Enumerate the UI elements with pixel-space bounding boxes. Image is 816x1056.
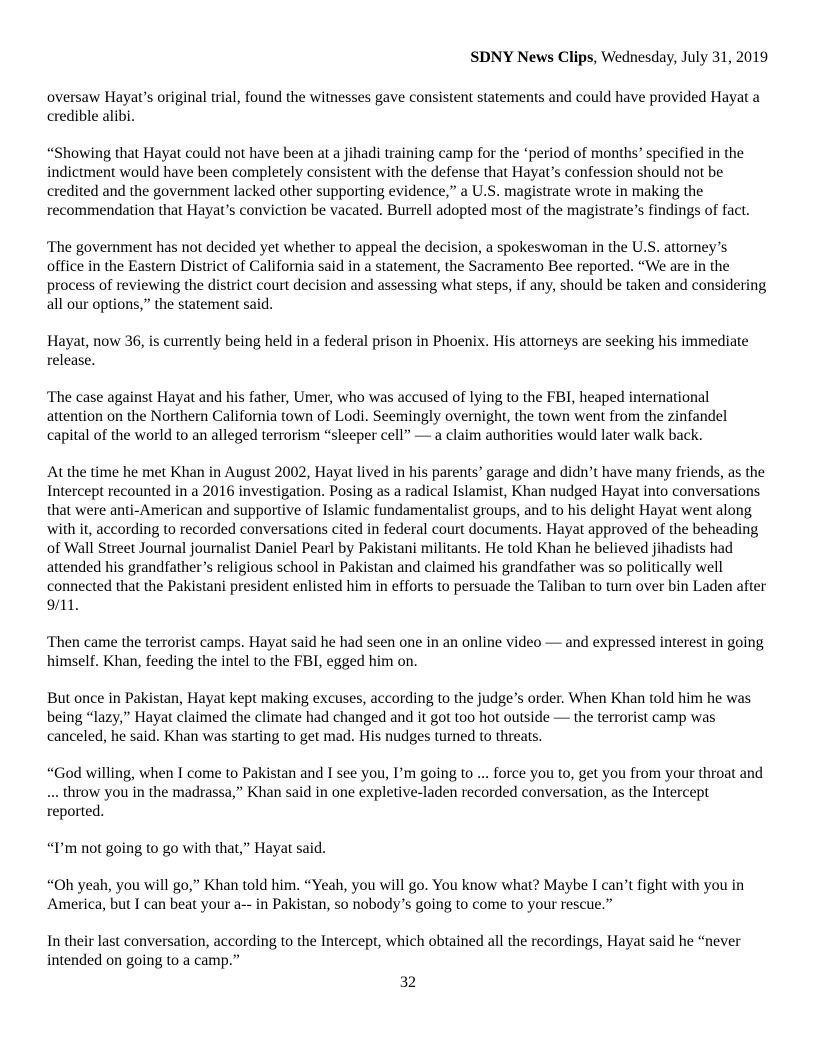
paragraph: “Showing that Hayat could not have been at a jihadi training camp for the ‘period of months’ specified in the indictment would have been completely consistent with the defense that Hayat’s confession should not be credited and the government lacked other supporting evidence,” a U.S. magistrate wrote in making the recommendation that Hayat’s conviction be vacated. Burrell adopted most of the magistrate’s findings of fact. <box>47 145 750 219</box>
paragraph: “God willing, when I come to Pakistan and I see you, I’m going to ... force you to, get you from your throat and ... throw you in the madrassa,” Khan said in one expletive-laden recorded conversation, as the Intercept reported. <box>47 765 763 820</box>
page-number: 32 <box>400 974 416 991</box>
paragraph: Then came the terrorist camps. Hayat said he had seen one in an online video — and expressed interest in going himself. Khan, feeding the intel to the FBI, egged him on. <box>47 634 764 670</box>
publication-title: SDNY News Clips <box>470 49 594 66</box>
paragraph: “I’m not going to go with that,” Hayat said. <box>47 840 327 857</box>
paragraph: But once in Pakistan, Hayat kept making excuses, according to the judge’s order. When Khan told him he was being “lazy,” Hayat claimed the climate had changed and it got too hot outside — the terrorist camp was canceled, he said. Khan was starting to get mad. His nudges turned to threats. <box>47 690 751 745</box>
paragraph: “Oh yeah, you will go,” Khan told him. “Yeah, you will go. You know what? Maybe I can’t fight with you in America, but I can beat your a-- in Pakistan, so nobody’s going to come to your rescue.” <box>47 877 745 913</box>
paragraph: The case against Hayat and his father, Umer, who was accused of lying to the FBI, heaped international attention on the Northern California town of Lodi. Seemingly overnight, the town went from the zinfandel capital of the world to an alleged terrorism “sleeper cell” — a claim authorities would later walk back. <box>47 389 728 444</box>
paragraph: Hayat, now 36, is currently being held in a federal prison in Phoenix. His attorneys are seeking his immediate release. <box>47 333 749 369</box>
paragraph: oversaw Hayat’s original trial, found the witnesses gave consistent statements and could have provided Hayat a credible alibi. <box>47 89 760 125</box>
paragraph: The government has not decided yet whether to appeal the decision, a spokeswoman in the U.S. attorney’s office in the Eastern District of California said in a statement, the Sacramento Bee reported. “We are in the process of reviewing the district court decision and assessing what steps, if any, should be taken and considering all our options,” the statement said. <box>47 239 767 313</box>
document-header <box>47 48 768 67</box>
paragraph: At the time he met Khan in August 2002, Hayat lived in his parents’ garage and didn’t have many friends, as the Intercept recounted in a 2016 investigation. Posing as a radical Islamist, Khan nudged Hayat into conversations that were anti-American and supportive of Islamic fundamentalist groups, and to his delight Hayat went along with it, according to recorded conversations cited in federal court documents. Hayat approved of the beheading of Wall Street Journal journalist Daniel Pearl by Pakistani militants. He told Khan he believed jihadists had attended his grandfather’s religious school in Pakistan and claimed his grandfather was so politically well connected that the Pakistani president enlisted him in efforts to persuade the Taliban to turn over bin Laden after 9/11. <box>47 464 766 614</box>
header-date: , Wednesday, July 31, 2019 <box>593 49 768 66</box>
document-body <box>47 88 768 970</box>
paragraph: In their last conversation, according to the Intercept, which obtained all the recordings, Hayat said he “never intended on going to a camp.” <box>47 933 741 969</box>
